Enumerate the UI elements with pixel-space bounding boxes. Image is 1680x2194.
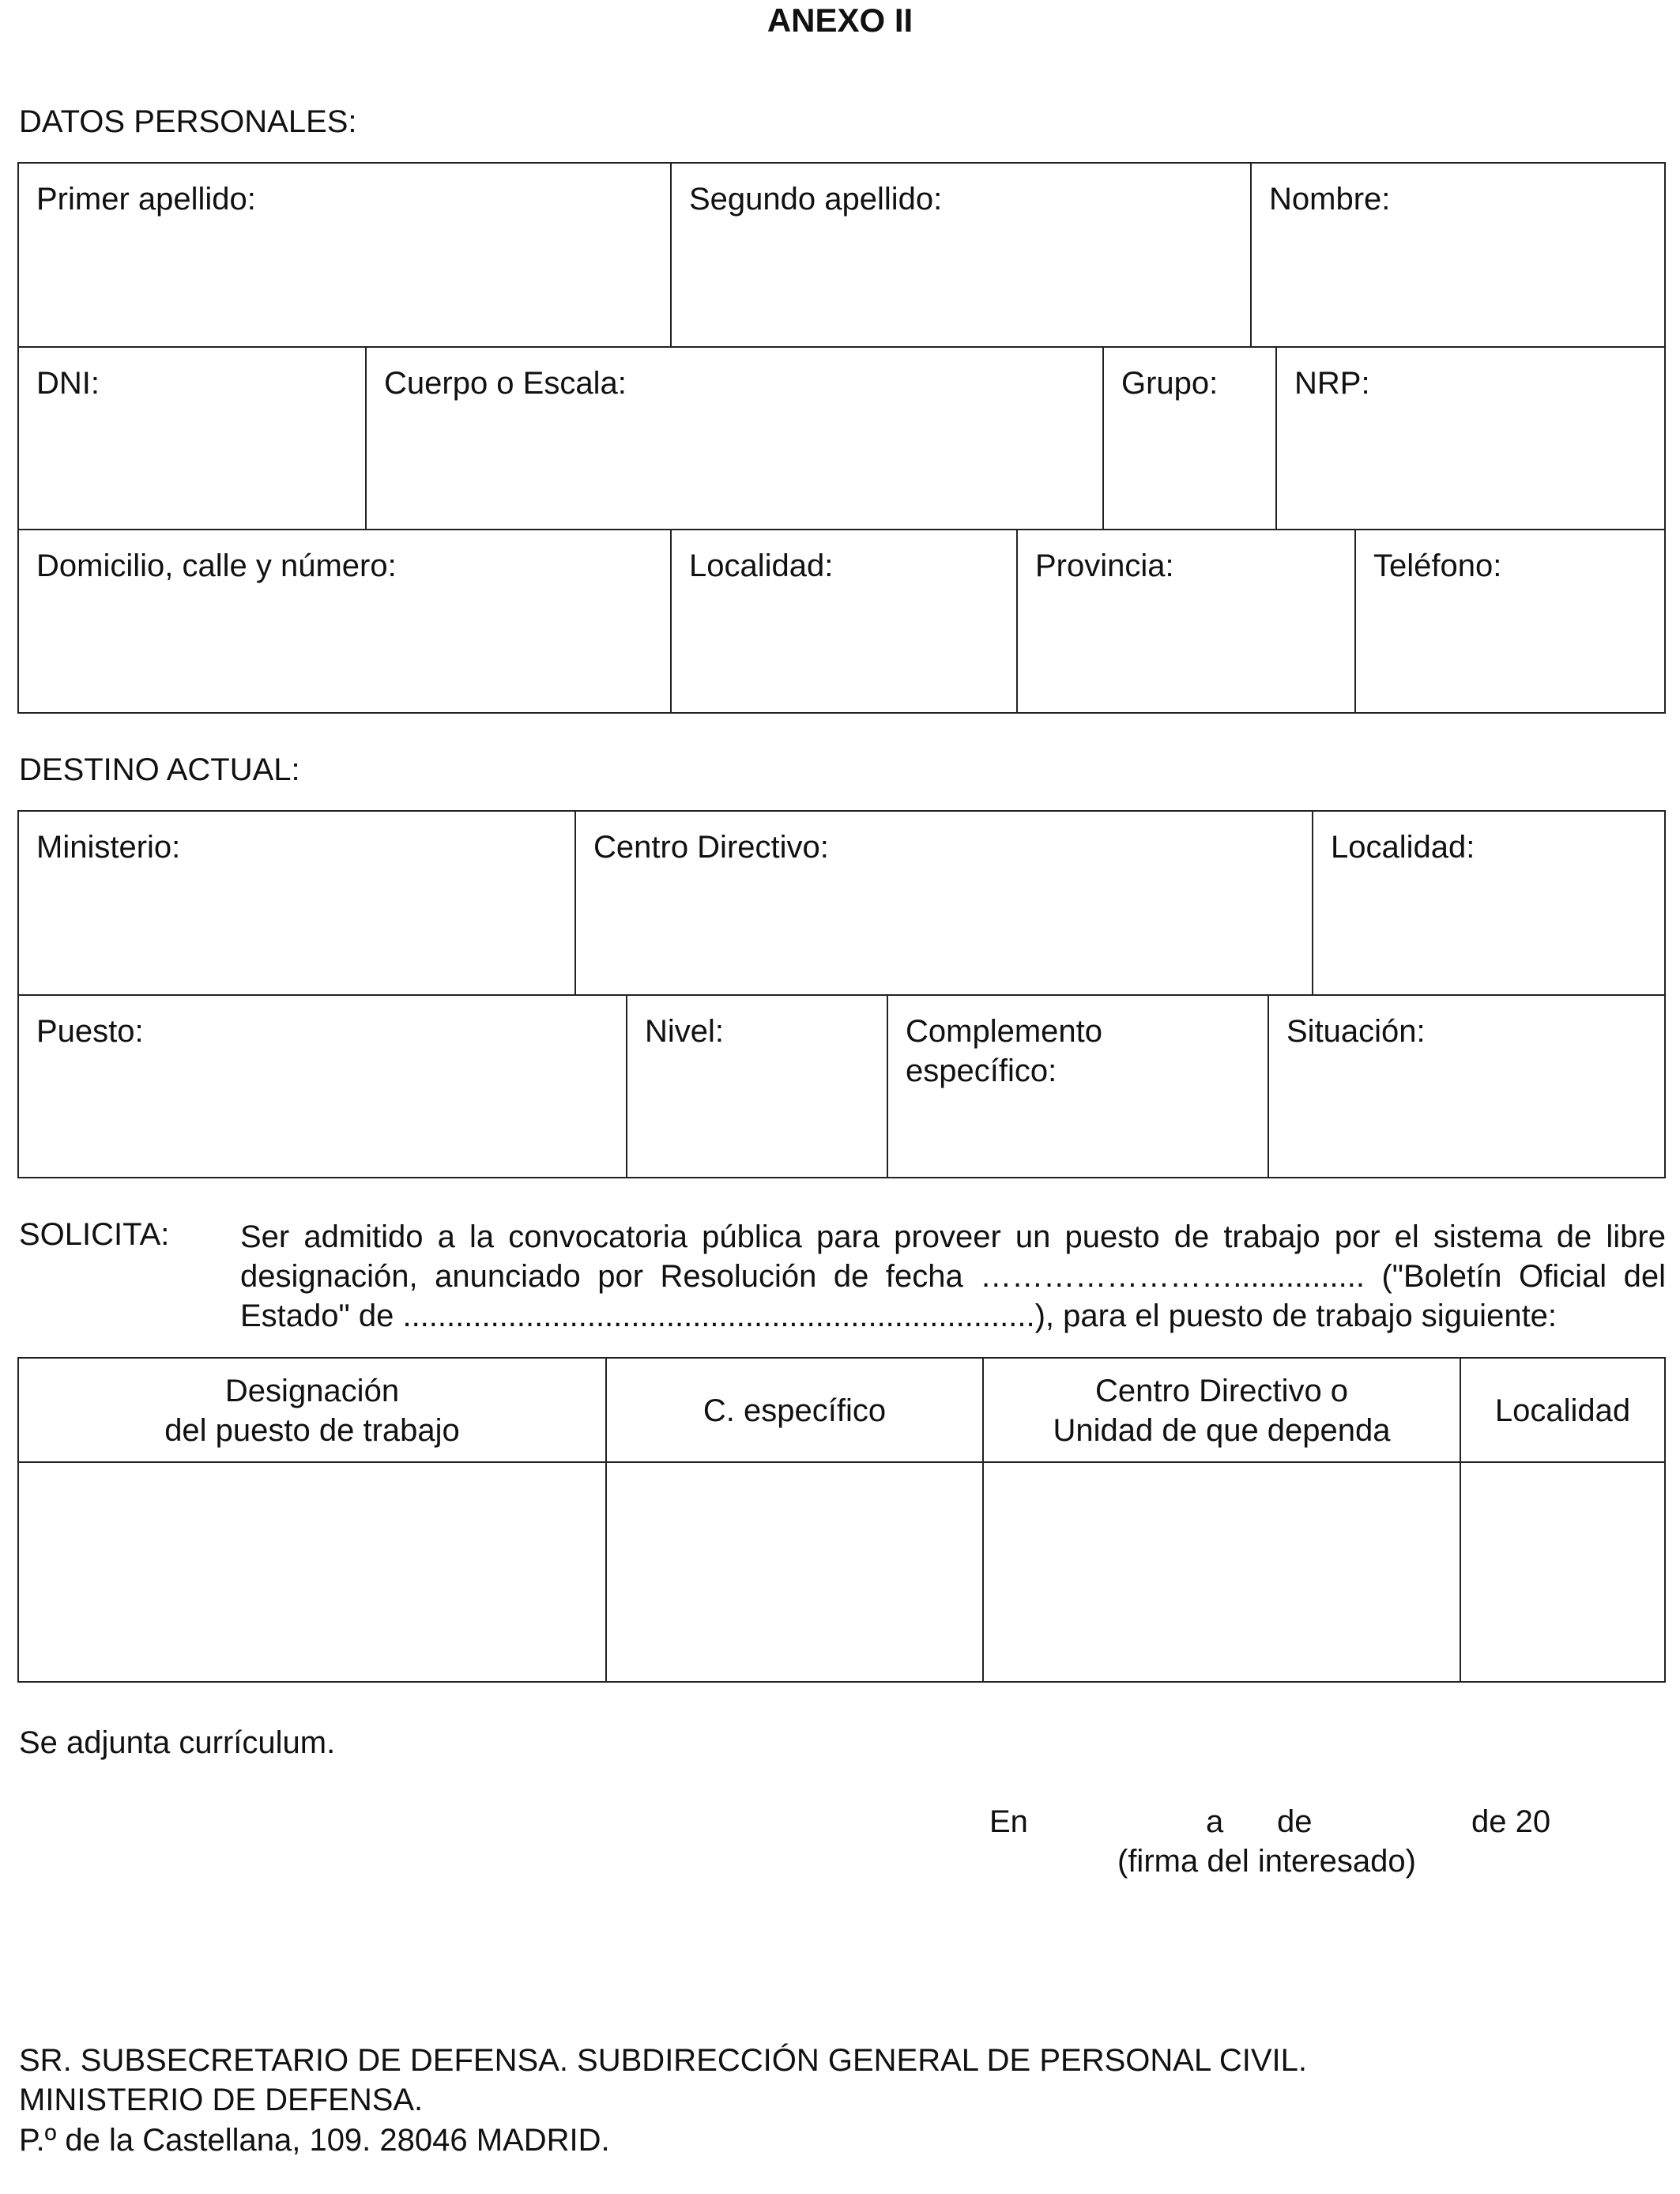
field-label: DNI: (36, 366, 100, 401)
telefono-input[interactable] (1373, 658, 1647, 699)
field-puesto[interactable] (19, 996, 626, 1178)
field-domicilio[interactable] (19, 530, 670, 713)
table-cell-designacion[interactable] (19, 1463, 605, 1681)
field-label: Primer apellido: (36, 182, 256, 217)
field-label: Nivel: (645, 1014, 725, 1049)
destino-row-1 (19, 812, 1664, 996)
grupo-input[interactable] (1121, 475, 1258, 516)
table-cell-c-especifico[interactable] (605, 1463, 982, 1681)
field-nivel[interactable] (626, 996, 887, 1178)
table-cell-localidad[interactable] (1460, 1463, 1664, 1681)
field-label: Grupo: (1121, 366, 1219, 401)
destino-row-2 (19, 994, 1664, 1178)
field-localidad[interactable] (670, 530, 1016, 713)
signature-de: de (1277, 1804, 1313, 1839)
curriculum-note: Se adjunta currículum. (19, 1725, 336, 1760)
centro-directivo-input[interactable] (593, 941, 1294, 982)
destino-actual-label: DESTINO ACTUAL: (19, 752, 300, 787)
table-cell-centro-directivo[interactable] (982, 1463, 1460, 1681)
domicilio-input[interactable] (36, 658, 653, 699)
footer-ministry: MINISTERIO DE DEFENSA. (19, 2083, 424, 2117)
field-situacion[interactable] (1268, 996, 1664, 1178)
field-primer-apellido[interactable] (19, 164, 670, 348)
signature-caption: (firma del interesado) (1117, 1844, 1416, 1879)
signature-a: a (1206, 1804, 1224, 1839)
signature-de-20: de 20 (1471, 1804, 1551, 1839)
puesto-table (17, 1357, 1666, 1683)
field-cuerpo-escala[interactable] (365, 348, 1102, 530)
dni-input[interactable] (36, 475, 348, 516)
field-label: Cuerpo o Escala: (384, 366, 627, 401)
datos-personales-label: DATOS PERSONALES: (19, 104, 357, 139)
field-label: Centro Directivo: (593, 830, 829, 865)
destino-localidad-input[interactable] (1331, 941, 1647, 982)
segundo-apellido-input[interactable] (689, 292, 1233, 334)
puesto-input[interactable] (36, 1123, 608, 1164)
field-grupo[interactable] (1102, 348, 1275, 530)
field-label: Puesto: (36, 1014, 144, 1049)
field-dni[interactable] (19, 348, 365, 530)
field-label: NRP: (1294, 366, 1370, 401)
field-label: Nombre: (1269, 182, 1391, 217)
field-nrp[interactable] (1275, 348, 1664, 530)
field-provincia[interactable] (1016, 530, 1354, 713)
column-header-designacion: Designación del puesto de trabajo (164, 1374, 460, 1448)
complemento-especifico-input[interactable] (906, 1123, 1250, 1164)
field-label: Provincia: (1035, 548, 1174, 583)
puesto-table-row (19, 1461, 1664, 1681)
document-title: ANEXO II (767, 2, 913, 39)
column-header-c-especifico: C. específico (605, 1359, 982, 1463)
field-label: Complemento específico: (906, 1014, 1103, 1088)
field-centro-directivo[interactable] (574, 812, 1312, 996)
column-header-centro-directivo: Centro Directivo o Unidad de que dependa (982, 1359, 1460, 1463)
field-destino-localidad[interactable] (1312, 812, 1664, 996)
puesto-table-header (19, 1359, 1664, 1463)
datos-row-1 (19, 164, 1664, 348)
solicita-text: Ser admitido a la convocatoria pública para proveer un puesto de trabajo por el sistema de libre designación, anunciado por Resolución de fecha ……………………............... ("Boletín Oficial del Estado" de ........................................................................), para el puesto de trabajo siguiente: (240, 1220, 1666, 1333)
field-label: Domicilio, calle y número: (36, 548, 397, 583)
field-complemento-especifico[interactable] (887, 996, 1268, 1178)
field-label: Ministerio: (36, 830, 181, 865)
field-nombre[interactable] (1250, 164, 1664, 348)
nivel-input[interactable] (645, 1123, 869, 1164)
primer-apellido-input[interactable] (36, 292, 653, 334)
field-label: Situación: (1286, 1014, 1426, 1049)
column-header-localidad: Localidad (1460, 1359, 1664, 1463)
cuerpo-escala-input[interactable] (384, 475, 1085, 516)
field-segundo-apellido[interactable] (670, 164, 1250, 348)
localidad-input[interactable] (689, 658, 999, 699)
nrp-input[interactable] (1294, 475, 1647, 516)
field-label: Segundo apellido: (689, 182, 943, 217)
ministerio-input[interactable] (36, 941, 557, 982)
datos-personales-grid (17, 162, 1666, 714)
solicita-label: SOLICITA: (19, 1217, 170, 1252)
situacion-input[interactable] (1286, 1123, 1647, 1164)
field-ministerio[interactable] (19, 812, 574, 996)
field-label: Teléfono: (1373, 548, 1502, 583)
datos-row-2 (19, 346, 1664, 530)
signature-en: En (989, 1804, 1028, 1839)
field-telefono[interactable] (1354, 530, 1664, 713)
nombre-input[interactable] (1269, 292, 1647, 334)
footer-address: P.º de la Castellana, 109. 28046 MADRID. (19, 2123, 610, 2158)
provincia-input[interactable] (1035, 658, 1337, 699)
field-label: Localidad: (1331, 830, 1475, 865)
field-label: Localidad: (689, 548, 834, 583)
datos-row-3 (19, 529, 1664, 713)
footer-addressee: SR. SUBSECRETARIO DE DEFENSA. SUBDIRECCIÓN GENERAL DE PERSONAL CIVIL. (19, 2043, 1307, 2078)
destino-actual-grid (17, 810, 1666, 1178)
